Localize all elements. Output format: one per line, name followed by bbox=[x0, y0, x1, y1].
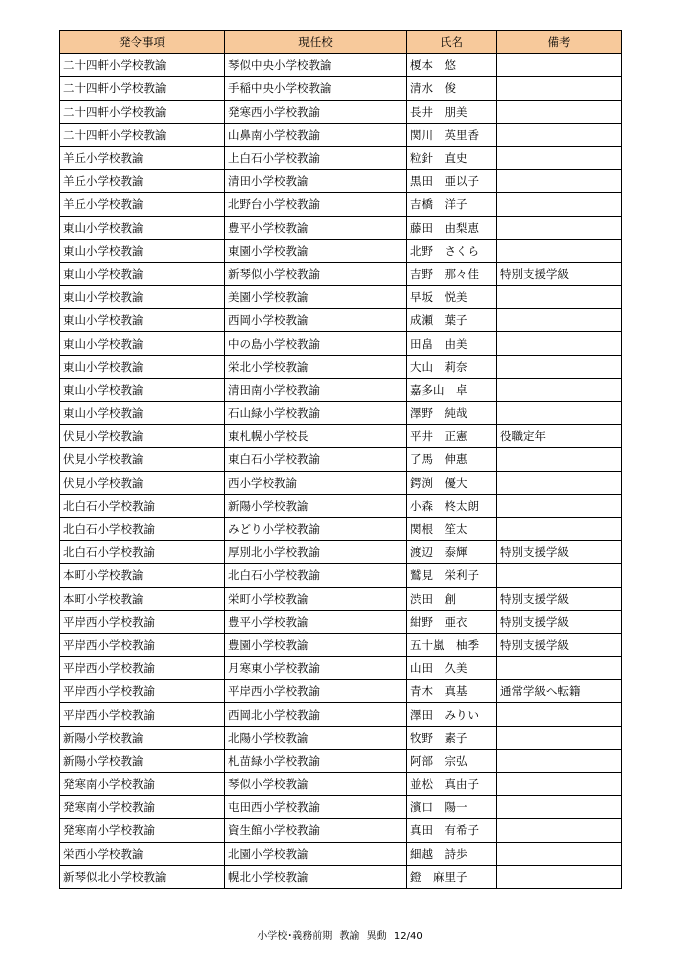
cell-name: 了馬 伸惠 bbox=[407, 448, 497, 471]
table-row bbox=[60, 541, 622, 564]
table-header-row bbox=[60, 31, 622, 54]
cell-name: 清水 俊 bbox=[407, 77, 497, 100]
cell-appointment: 平岸西小学校教諭 bbox=[60, 633, 225, 656]
cell-name: 阿部 宗弘 bbox=[407, 749, 497, 772]
footer-type: 異動 bbox=[366, 931, 387, 942]
header-remarks: 備考 bbox=[497, 31, 622, 54]
table-row bbox=[60, 448, 622, 471]
cell-remarks bbox=[497, 54, 622, 77]
cell-name: 長井 朋美 bbox=[407, 100, 497, 123]
cell-remarks bbox=[497, 123, 622, 146]
cell-current-school: 資生館小学校教諭 bbox=[225, 819, 407, 842]
table-row bbox=[60, 633, 622, 656]
cell-current-school: 厚別北小学校教諭 bbox=[225, 541, 407, 564]
footer-page-number: 12/40 bbox=[393, 931, 423, 942]
cell-appointment: 発寒南小学校教諭 bbox=[60, 819, 225, 842]
table-row bbox=[60, 262, 622, 285]
table-row bbox=[60, 193, 622, 216]
cell-current-school: 豊平小学校教諭 bbox=[225, 216, 407, 239]
cell-appointment: 伏見小学校教諭 bbox=[60, 425, 225, 448]
cell-appointment: 平岸西小学校教諭 bbox=[60, 680, 225, 703]
header-appointment: 発令事項 bbox=[60, 31, 225, 54]
cell-remarks bbox=[497, 657, 622, 680]
cell-remarks: 役職定年 bbox=[497, 425, 622, 448]
cell-current-school: 西小学校教諭 bbox=[225, 471, 407, 494]
cell-appointment: 東山小学校教諭 bbox=[60, 216, 225, 239]
cell-appointment: 本町小学校教諭 bbox=[60, 564, 225, 587]
cell-name: 関川 英里香 bbox=[407, 123, 497, 146]
cell-appointment: 東山小学校教諭 bbox=[60, 262, 225, 285]
cell-remarks bbox=[497, 216, 622, 239]
table-row bbox=[60, 425, 622, 448]
cell-appointment: 東山小学校教諭 bbox=[60, 239, 225, 262]
cell-remarks bbox=[497, 355, 622, 378]
cell-remarks bbox=[497, 773, 622, 796]
cell-appointment: 東山小学校教諭 bbox=[60, 332, 225, 355]
cell-current-school: 札苗緑小学校教諭 bbox=[225, 749, 407, 772]
cell-current-school: 平岸西小学校教諭 bbox=[225, 680, 407, 703]
cell-name: 粒針 直史 bbox=[407, 146, 497, 169]
cell-remarks bbox=[497, 749, 622, 772]
table-row bbox=[60, 378, 622, 401]
cell-name: 榎本 悠 bbox=[407, 54, 497, 77]
table-row bbox=[60, 819, 622, 842]
cell-appointment: 栄西小学校教諭 bbox=[60, 842, 225, 865]
cell-appointment: 東山小学校教諭 bbox=[60, 378, 225, 401]
cell-current-school: みどり小学校教諭 bbox=[225, 517, 407, 540]
table-row bbox=[60, 680, 622, 703]
cell-current-school: 中の島小学校教諭 bbox=[225, 332, 407, 355]
table-row bbox=[60, 517, 622, 540]
personnel-transfer-table bbox=[59, 30, 622, 889]
cell-current-school: 新陽小学校教諭 bbox=[225, 494, 407, 517]
cell-current-school: 屯田西小学校教諭 bbox=[225, 796, 407, 819]
cell-appointment: 平岸西小学校教諭 bbox=[60, 657, 225, 680]
cell-remarks: 特別支援学級 bbox=[497, 610, 622, 633]
cell-current-school: 清田南小学校教諭 bbox=[225, 378, 407, 401]
table-row bbox=[60, 100, 622, 123]
cell-current-school: 月寒東小学校教諭 bbox=[225, 657, 407, 680]
table-row bbox=[60, 146, 622, 169]
cell-appointment: 二十四軒小学校教諭 bbox=[60, 54, 225, 77]
cell-appointment: 伏見小学校教諭 bbox=[60, 448, 225, 471]
cell-name: 早坂 悦美 bbox=[407, 286, 497, 309]
table-row bbox=[60, 402, 622, 425]
cell-name: 平井 正憲 bbox=[407, 425, 497, 448]
table-row bbox=[60, 239, 622, 262]
cell-current-school: 西岡小学校教諭 bbox=[225, 309, 407, 332]
cell-appointment: 羊丘小学校教諭 bbox=[60, 170, 225, 193]
footer-position: 教諭 bbox=[339, 931, 360, 942]
cell-appointment: 羊丘小学校教諭 bbox=[60, 146, 225, 169]
cell-appointment: 新陽小学校教諭 bbox=[60, 749, 225, 772]
cell-name: 鍔渕 優大 bbox=[407, 471, 497, 494]
cell-appointment: 北白石小学校教諭 bbox=[60, 494, 225, 517]
cell-name: 渡辺 泰輝 bbox=[407, 541, 497, 564]
cell-name: 成瀬 葉子 bbox=[407, 309, 497, 332]
cell-remarks bbox=[497, 517, 622, 540]
table-row bbox=[60, 657, 622, 680]
cell-name: 澤野 純哉 bbox=[407, 402, 497, 425]
cell-appointment: 北白石小学校教諭 bbox=[60, 541, 225, 564]
table-row bbox=[60, 216, 622, 239]
cell-current-school: 北陽小学校教諭 bbox=[225, 726, 407, 749]
cell-remarks bbox=[497, 494, 622, 517]
cell-remarks bbox=[497, 471, 622, 494]
cell-name: 大山 莉奈 bbox=[407, 355, 497, 378]
cell-appointment: 平岸西小学校教諭 bbox=[60, 703, 225, 726]
cell-remarks: 特別支援学級 bbox=[497, 262, 622, 285]
cell-remarks bbox=[497, 146, 622, 169]
cell-current-school: 東白石小学校教諭 bbox=[225, 448, 407, 471]
table-row bbox=[60, 842, 622, 865]
cell-current-school: 山鼻南小学校教諭 bbox=[225, 123, 407, 146]
cell-name: 藤田 由梨恵 bbox=[407, 216, 497, 239]
table-row bbox=[60, 587, 622, 610]
cell-remarks bbox=[497, 170, 622, 193]
header-name: 氏名 bbox=[407, 31, 497, 54]
cell-current-school: 北野台小学校教諭 bbox=[225, 193, 407, 216]
cell-appointment: 北白石小学校教諭 bbox=[60, 517, 225, 540]
cell-current-school: 上白石小学校教諭 bbox=[225, 146, 407, 169]
table-row bbox=[60, 749, 622, 772]
cell-current-school: 幌北小学校教諭 bbox=[225, 865, 407, 888]
table-row bbox=[60, 865, 622, 888]
cell-current-school: 琴似小学校教諭 bbox=[225, 773, 407, 796]
cell-remarks bbox=[497, 402, 622, 425]
cell-remarks: 特別支援学級 bbox=[497, 541, 622, 564]
cell-remarks bbox=[497, 703, 622, 726]
cell-current-school: 西岡北小学校教諭 bbox=[225, 703, 407, 726]
cell-remarks bbox=[497, 448, 622, 471]
cell-appointment: 東山小学校教諭 bbox=[60, 402, 225, 425]
cell-current-school: 清田小学校教諭 bbox=[225, 170, 407, 193]
cell-appointment: 新琴似北小学校教諭 bbox=[60, 865, 225, 888]
table-row bbox=[60, 471, 622, 494]
table-row bbox=[60, 54, 622, 77]
cell-appointment: 平岸西小学校教諭 bbox=[60, 610, 225, 633]
table-row bbox=[60, 77, 622, 100]
table-row bbox=[60, 286, 622, 309]
cell-current-school: 北白石小学校教諭 bbox=[225, 564, 407, 587]
header-current-school: 現任校 bbox=[225, 31, 407, 54]
cell-name: 牧野 素子 bbox=[407, 726, 497, 749]
cell-remarks bbox=[497, 796, 622, 819]
cell-current-school: 石山緑小学校教諭 bbox=[225, 402, 407, 425]
table-row bbox=[60, 170, 622, 193]
cell-current-school: 豊園小学校教諭 bbox=[225, 633, 407, 656]
cell-remarks bbox=[497, 564, 622, 587]
cell-remarks bbox=[497, 193, 622, 216]
cell-current-school: 東札幌小学校長 bbox=[225, 425, 407, 448]
cell-name: 北野 さくら bbox=[407, 239, 497, 262]
cell-name: 澤田 みりい bbox=[407, 703, 497, 726]
cell-remarks bbox=[497, 100, 622, 123]
cell-appointment: 発寒南小学校教諭 bbox=[60, 773, 225, 796]
footer-category: 小学校･義務前期 bbox=[257, 931, 333, 942]
cell-remarks: 特別支援学級 bbox=[497, 587, 622, 610]
cell-name: 関根 笙太 bbox=[407, 517, 497, 540]
cell-remarks: 通常学級へ転籍 bbox=[497, 680, 622, 703]
table-row bbox=[60, 494, 622, 517]
cell-remarks bbox=[497, 842, 622, 865]
cell-appointment: 本町小学校教諭 bbox=[60, 587, 225, 610]
cell-name: 五十嵐 柚季 bbox=[407, 633, 497, 656]
cell-appointment: 新陽小学校教諭 bbox=[60, 726, 225, 749]
cell-appointment: 羊丘小学校教諭 bbox=[60, 193, 225, 216]
cell-appointment: 二十四軒小学校教諭 bbox=[60, 77, 225, 100]
cell-remarks bbox=[497, 239, 622, 262]
cell-name: 青木 真基 bbox=[407, 680, 497, 703]
cell-name: 並松 真由子 bbox=[407, 773, 497, 796]
cell-current-school: 美園小学校教諭 bbox=[225, 286, 407, 309]
cell-name: 渋田 創 bbox=[407, 587, 497, 610]
cell-remarks bbox=[497, 309, 622, 332]
cell-appointment: 東山小学校教諭 bbox=[60, 355, 225, 378]
cell-appointment: 二十四軒小学校教諭 bbox=[60, 123, 225, 146]
cell-name: 吉橋 洋子 bbox=[407, 193, 497, 216]
cell-appointment: 発寒南小学校教諭 bbox=[60, 796, 225, 819]
cell-name: 山田 久美 bbox=[407, 657, 497, 680]
table-row bbox=[60, 796, 622, 819]
cell-remarks bbox=[497, 378, 622, 401]
cell-appointment: 伏見小学校教諭 bbox=[60, 471, 225, 494]
cell-remarks bbox=[497, 332, 622, 355]
page-footer bbox=[0, 930, 680, 944]
cell-name: 鐙 麻里子 bbox=[407, 865, 497, 888]
table-body bbox=[60, 54, 622, 889]
cell-current-school: 北園小学校教諭 bbox=[225, 842, 407, 865]
cell-name: 小森 柊太朗 bbox=[407, 494, 497, 517]
cell-name: 細越 詩歩 bbox=[407, 842, 497, 865]
table-row bbox=[60, 332, 622, 355]
cell-remarks: 特別支援学級 bbox=[497, 633, 622, 656]
cell-appointment: 東山小学校教諭 bbox=[60, 286, 225, 309]
cell-name: 真田 有希子 bbox=[407, 819, 497, 842]
table-row bbox=[60, 355, 622, 378]
table-row bbox=[60, 703, 622, 726]
cell-current-school: 豊平小学校教諭 bbox=[225, 610, 407, 633]
cell-remarks bbox=[497, 286, 622, 309]
cell-current-school: 手稲中央小学校教諭 bbox=[225, 77, 407, 100]
cell-current-school: 栄北小学校教諭 bbox=[225, 355, 407, 378]
cell-current-school: 東園小学校教諭 bbox=[225, 239, 407, 262]
cell-current-school: 栄町小学校教諭 bbox=[225, 587, 407, 610]
cell-current-school: 琴似中央小学校教諭 bbox=[225, 54, 407, 77]
cell-appointment: 東山小学校教諭 bbox=[60, 309, 225, 332]
cell-name: 濱口 陽一 bbox=[407, 796, 497, 819]
table-row bbox=[60, 309, 622, 332]
cell-name: 吉野 那々佳 bbox=[407, 262, 497, 285]
cell-name: 嘉多山 卓 bbox=[407, 378, 497, 401]
cell-current-school: 発寒西小学校教諭 bbox=[225, 100, 407, 123]
table-row bbox=[60, 773, 622, 796]
cell-name: 紺野 亜衣 bbox=[407, 610, 497, 633]
cell-name: 黒田 亜以子 bbox=[407, 170, 497, 193]
cell-remarks bbox=[497, 726, 622, 749]
table-row bbox=[60, 726, 622, 749]
table-row bbox=[60, 610, 622, 633]
cell-remarks bbox=[497, 77, 622, 100]
cell-remarks bbox=[497, 819, 622, 842]
table-row bbox=[60, 123, 622, 146]
cell-appointment: 二十四軒小学校教諭 bbox=[60, 100, 225, 123]
cell-current-school: 新琴似小学校教諭 bbox=[225, 262, 407, 285]
cell-remarks bbox=[497, 865, 622, 888]
table-row bbox=[60, 564, 622, 587]
cell-name: 田畠 由美 bbox=[407, 332, 497, 355]
cell-name: 鷲見 栄利子 bbox=[407, 564, 497, 587]
